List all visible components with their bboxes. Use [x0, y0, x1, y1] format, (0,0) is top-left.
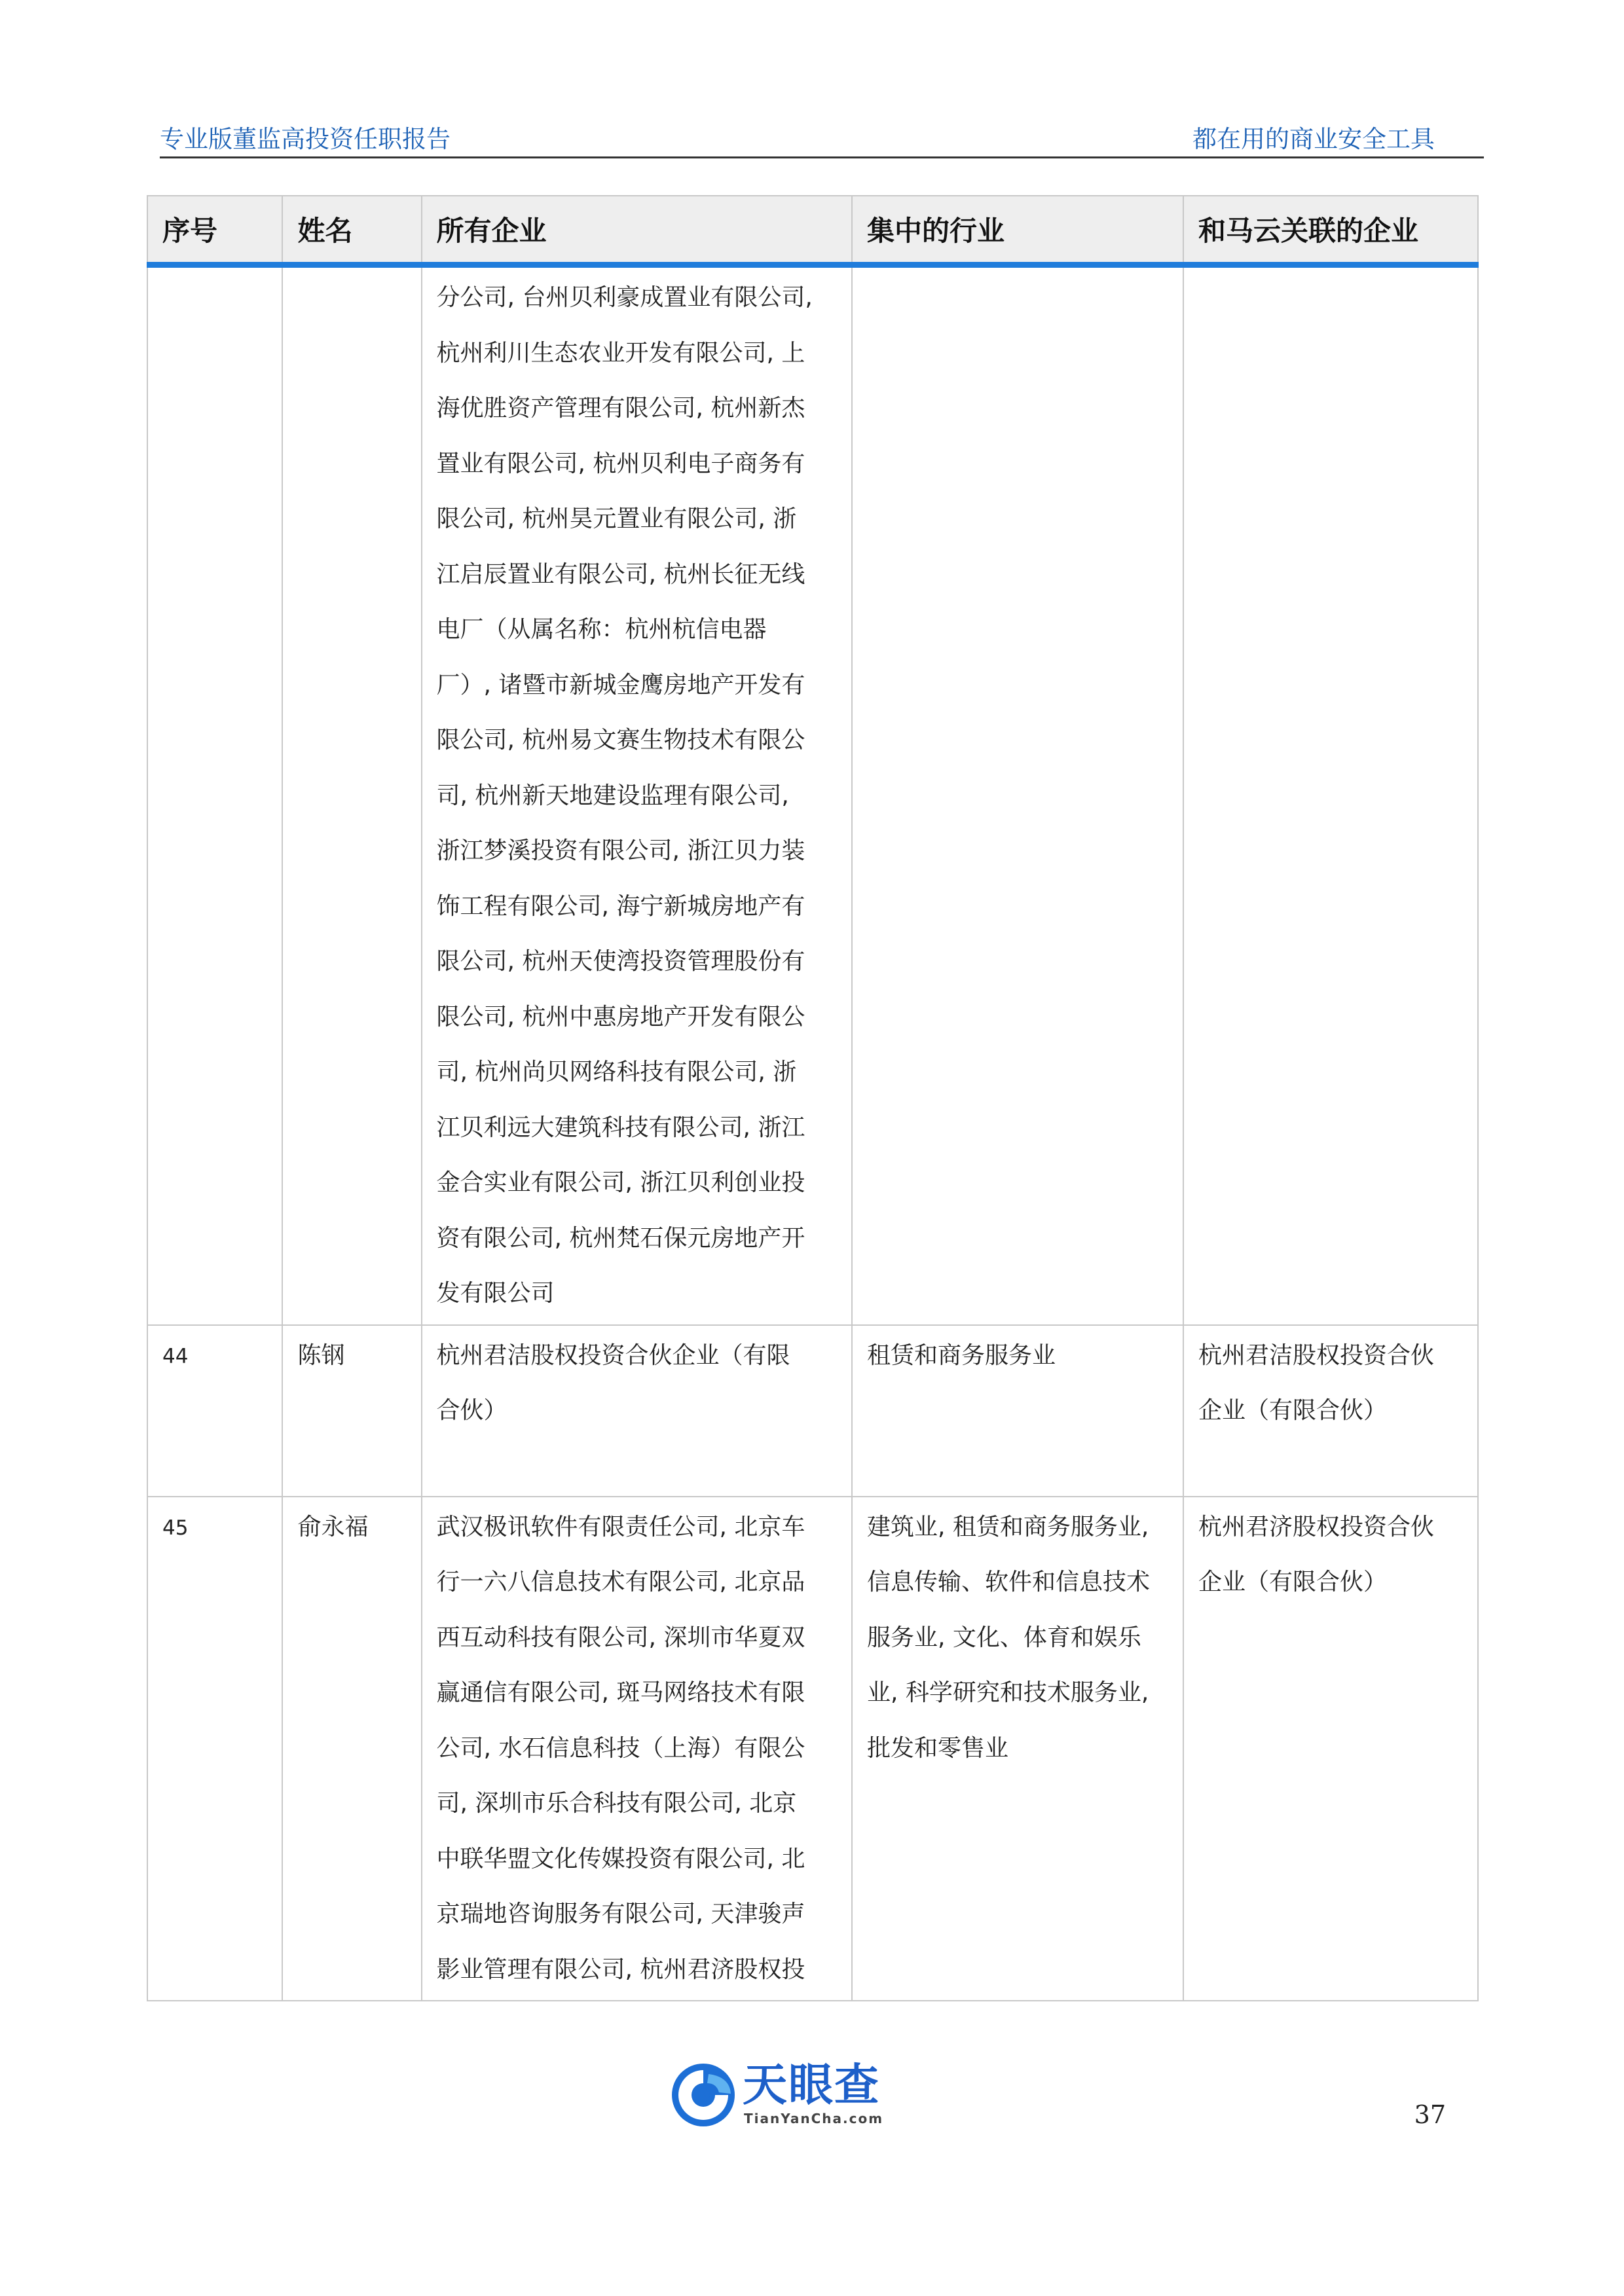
company-line: 公司, 水石信息科技（上海）有限公	[436, 1734, 805, 1762]
report-table	[147, 195, 1479, 2001]
person-name: 俞永福	[297, 1513, 369, 1540]
industry-line: 批发和零售业	[867, 1734, 1009, 1762]
col-header-industries: 集中的行业	[852, 196, 1183, 265]
related-company-line: 企业（有限合伙）	[1198, 1397, 1388, 1424]
company-line: 杭州利川生态农业开发有限公司, 上	[436, 339, 805, 367]
tianyancha-logo	[669, 2060, 905, 2130]
company-line: 江启辰置业有限公司, 杭州长征无线	[436, 560, 805, 588]
table-header-row	[147, 196, 1478, 265]
company-line: 电厂（从属名称：杭州杭信电器	[436, 616, 767, 643]
col-header-companies: 所有企业	[422, 196, 853, 265]
company-line: 合伙）	[436, 1397, 507, 1424]
col-header-name: 姓名	[282, 196, 421, 265]
industry-line: 信息传输、软件和信息技术	[867, 1569, 1151, 1595]
logo-subtext: TianYanCha.com	[744, 2111, 884, 2126]
person-name: 陈钢	[297, 1341, 345, 1369]
logo-text: 天眼查	[743, 2060, 881, 2111]
related-company-line: 企业（有限合伙）	[1198, 1569, 1388, 1595]
col-header-related: 和马云关联的企业	[1183, 196, 1478, 265]
row-index: 44	[162, 1344, 189, 1368]
related-company-line: 杭州君洁股权投资合伙	[1198, 1341, 1435, 1369]
cell-person-name	[282, 1325, 421, 1497]
company-line: 浙江梦溪投资有限公司, 浙江贝力装	[436, 837, 805, 864]
company-line: 厂）, 诸暨市新城金鹰房地产开发有	[436, 671, 805, 699]
company-line: 限公司, 杭州天使湾投资管理股份有	[436, 948, 805, 975]
company-line: 资有限公司, 杭州梵石保元房地产开	[436, 1224, 805, 1252]
cell-industries	[852, 1325, 1183, 1497]
industry-line: 租赁和商务服务业	[867, 1341, 1056, 1369]
cell-index	[147, 1497, 282, 2001]
company-line: 置业有限公司, 杭州贝利电子商务有	[436, 450, 805, 477]
table-row	[147, 1497, 1478, 2001]
industry-line: 业, 科学研究和技术服务业,	[867, 1679, 1149, 1706]
company-line: 海优胜资产管理有限公司, 杭州新杰	[436, 395, 805, 422]
cell-industries	[852, 265, 1183, 1325]
company-line: 司, 杭州新天地建设监理有限公司,	[436, 782, 789, 809]
company-line: 金合实业有限公司, 浙江贝利创业投	[436, 1169, 805, 1196]
industry-line: 建筑业, 租赁和商务服务业,	[867, 1513, 1149, 1540]
cell-index	[147, 1325, 282, 1497]
company-line: 赢通信有限公司, 斑马网络技术有限	[436, 1679, 805, 1706]
table-row	[147, 1325, 1478, 1497]
cell-companies	[422, 1325, 853, 1497]
header-left-title: 专业版董监高投资任职报告	[160, 125, 451, 153]
company-line: 限公司, 杭州易文赛生物技术有限公	[436, 727, 805, 754]
cell-related	[1183, 1497, 1478, 2001]
cell-index	[147, 265, 282, 1325]
industry-line: 服务业, 文化、体育和娱乐	[867, 1624, 1141, 1651]
company-line: 饰工程有限公司, 海宁新城房地产有	[436, 892, 805, 920]
company-line: 武汉极讯软件有限责任公司, 北京车	[436, 1513, 805, 1540]
cell-industries	[852, 1497, 1183, 2001]
company-line: 杭州君洁股权投资合伙企业（有限	[436, 1341, 790, 1369]
company-line: 影业管理有限公司, 杭州君济股权投	[436, 1956, 805, 1983]
header-right-title: 都在用的商业安全工具	[1192, 125, 1435, 153]
cell-related	[1183, 265, 1478, 1325]
logo-mark-icon	[669, 2061, 737, 2129]
header-rule	[160, 156, 1484, 158]
company-line: 中联华盟文化传媒投资有限公司, 北	[436, 1845, 805, 1872]
company-line: 西互动科技有限公司, 深圳市华夏双	[436, 1624, 805, 1651]
company-line: 京瑞地咨询服务有限公司, 天津骏声	[436, 1901, 805, 1927]
table-row	[147, 265, 1478, 1325]
company-line: 分公司, 台州贝利豪成置业有限公司,	[436, 284, 813, 311]
company-line: 司, 深圳市乐合科技有限公司, 北京	[436, 1790, 797, 1817]
company-line: 司, 杭州尚贝网络科技有限公司, 浙	[436, 1059, 797, 1085]
company-line: 行一六八信息技术有限公司, 北京品	[436, 1569, 805, 1595]
cell-person-name	[282, 1497, 421, 2001]
cell-companies	[422, 265, 853, 1325]
row-index: 45	[162, 1516, 189, 1540]
company-line: 限公司, 杭州中惠房地产开发有限公	[436, 1003, 805, 1030]
company-line: 发有限公司	[436, 1280, 555, 1307]
company-line: 江贝利远大建筑科技有限公司, 浙江	[436, 1114, 805, 1141]
col-header-index: 序号	[147, 196, 282, 265]
company-line: 限公司, 杭州昊元置业有限公司, 浙	[436, 505, 797, 532]
cell-person-name	[282, 265, 421, 1325]
related-company-line: 杭州君济股权投资合伙	[1198, 1513, 1435, 1540]
cell-companies	[422, 1497, 853, 2001]
cell-related	[1183, 1325, 1478, 1497]
page-number: 37	[1414, 2100, 1446, 2129]
